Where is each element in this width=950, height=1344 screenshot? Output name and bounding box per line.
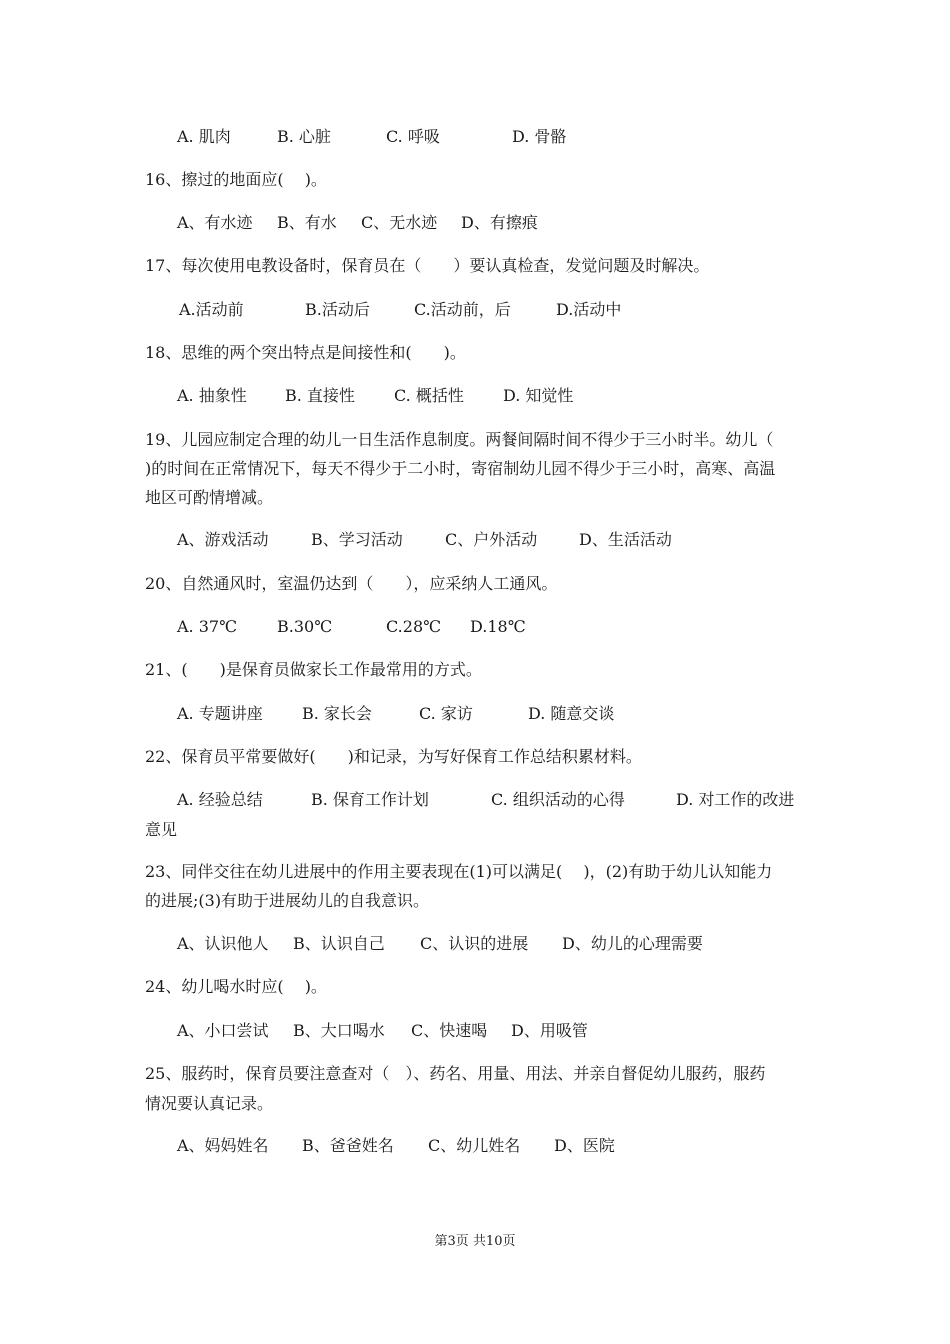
- question-24: 24、幼儿喝水时应( )。: [145, 977, 327, 996]
- option-c: C. 家访: [419, 704, 473, 723]
- option-a: A、游戏活动: [177, 530, 269, 549]
- question-21: 21、( )是保育员做家长工作最常用的方式。: [145, 660, 482, 679]
- option-a: A. 抽象性: [177, 386, 247, 405]
- option-d: D. 知觉性: [503, 386, 574, 405]
- option-d: D.18℃: [470, 617, 526, 636]
- option-d: D、有擦痕: [461, 213, 538, 232]
- question-22: 22、保育员平常要做好( )和记录，为写好保育工作总结积累材料。: [145, 747, 642, 766]
- option-d: D. 骨骼: [512, 127, 567, 146]
- option-c: C、户外活动: [445, 530, 538, 549]
- option-a: A. 37℃: [177, 617, 237, 636]
- question-20: 20、自然通风时，室温仍达到（ ），应采纳人工通风。: [145, 574, 558, 593]
- option-c: C. 组织活动的心得: [491, 790, 625, 809]
- option-b: B. 保育工作计划: [311, 790, 429, 809]
- option-d: D. 对工作的改进: [676, 790, 795, 809]
- option-c: C. 概括性: [394, 386, 464, 405]
- option-a: A、小口尝试: [177, 1021, 269, 1040]
- option-b: B.30℃: [277, 617, 333, 636]
- option-b: B、学习活动: [311, 530, 403, 549]
- option-c: C.活动前，后: [414, 300, 511, 319]
- option-d: D、医院: [554, 1136, 615, 1155]
- option-b: B、大口喝水: [293, 1021, 385, 1040]
- option-d: D.活动中: [556, 300, 622, 319]
- question-22-options-continued: 意见: [145, 820, 178, 839]
- question-19-line-2: )的时间在正常情况下，每天不得少于二小时，寄宿制幼儿园不得少于三小时，高寒、高温: [145, 459, 776, 478]
- option-d: D、生活活动: [579, 530, 672, 549]
- option-b: B. 心脏: [277, 127, 331, 146]
- option-d: D、用吸管: [511, 1021, 588, 1040]
- option-c: C、快速喝: [411, 1021, 488, 1040]
- option-c: C、幼儿姓名: [428, 1136, 521, 1155]
- option-b: B. 直接性: [285, 386, 355, 405]
- question-19-line-1: 19、儿园应制定合理的幼儿一日生活作息制度。两餐间隔时间不得少于三小时半。幼儿（: [145, 430, 774, 449]
- option-a: A、认识他人: [177, 934, 269, 953]
- page-number-footer: 第3页 共10页: [434, 1234, 516, 1249]
- question-25-line-1: 25、服药时，保育员要注意查对（ ）、药名、用量、用法、并亲自督促幼儿服药，服药: [145, 1064, 766, 1083]
- option-a: A. 经验总结: [177, 790, 263, 809]
- option-c: C.28℃: [386, 617, 442, 636]
- question-17: 17、每次使用电教设备时，保育员在（ ）要认真检查，发觉问题及时解决。: [145, 256, 710, 275]
- option-c: C. 呼吸: [386, 127, 440, 146]
- option-b: B、认识自己: [293, 934, 385, 953]
- question-23-line-2: 的进展;(3)有助于进展幼儿的自我意识。: [145, 891, 430, 910]
- option-a: A. 专题讲座: [177, 704, 263, 723]
- option-b: B.活动后: [305, 300, 370, 319]
- option-a: A. 肌肉: [177, 127, 231, 146]
- option-c: C、无水迹: [361, 213, 438, 232]
- option-a: A、妈妈姓名: [177, 1136, 269, 1155]
- option-c: C、认识的进展: [420, 934, 529, 953]
- option-b: B. 家长会: [302, 704, 372, 723]
- option-a: A、有水迹: [177, 213, 253, 232]
- question-25-line-2: 情况要认真记录。: [145, 1094, 274, 1113]
- question-23-line-1: 23、同伴交往在幼儿进展中的作用主要表现在(1)可以满足( )，(2)有助于幼儿认知能力: [145, 862, 773, 881]
- question-18: 18、思维的两个突出特点是间接性和( )。: [145, 343, 466, 362]
- option-a: A.活动前: [179, 300, 244, 319]
- option-b: B、爸爸姓名: [302, 1136, 394, 1155]
- question-16: 16、擦过的地面应( )。: [145, 170, 327, 189]
- option-b: B、有水: [277, 213, 337, 232]
- option-d: D. 随意交谈: [528, 704, 615, 723]
- option-d: D、幼儿的心理需要: [562, 934, 703, 953]
- question-19-line-3: 地区可酌情增减。: [145, 488, 274, 507]
